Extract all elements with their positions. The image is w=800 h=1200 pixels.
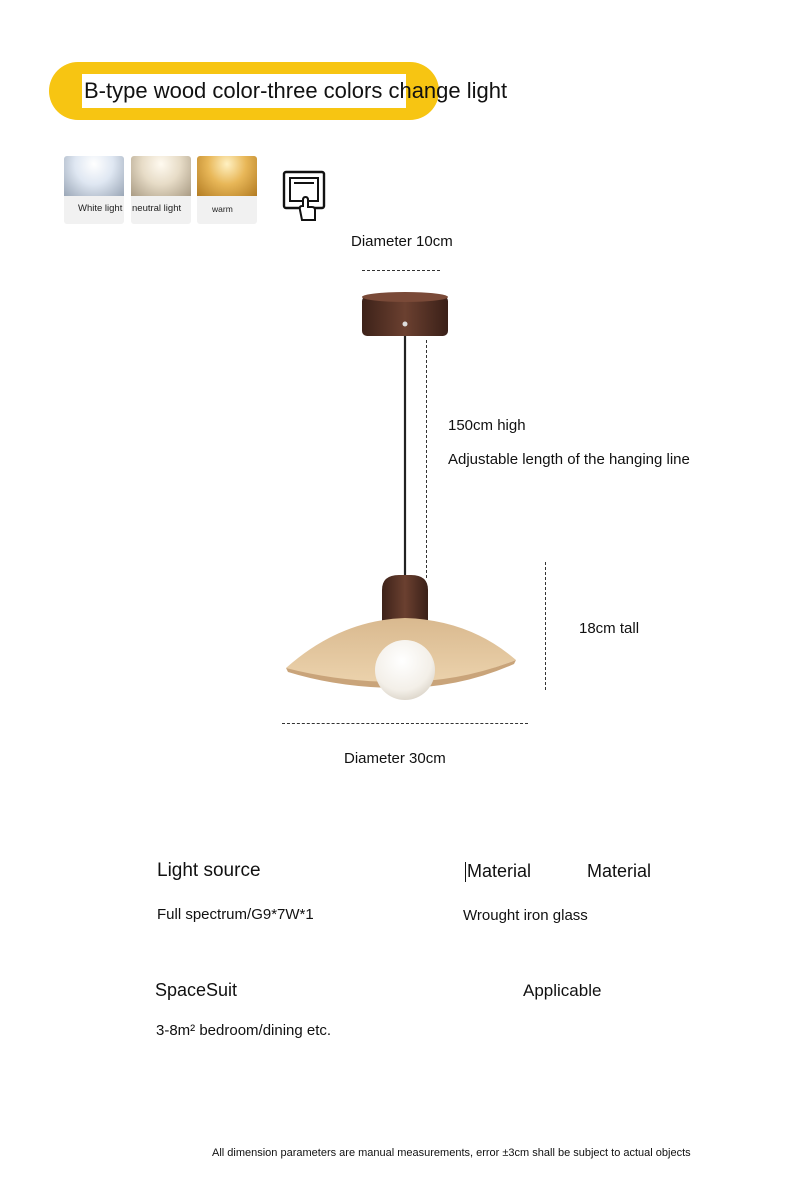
page-title: B-type wood color-three colors change light [84, 78, 508, 103]
cord-dimension-line [426, 340, 427, 578]
swatch-label-white: White light [78, 203, 123, 214]
wall-switch-icon [282, 170, 328, 222]
swatch-label-warm: warm [212, 204, 233, 214]
shade-diameter-label: Diameter 30cm [344, 750, 446, 767]
pendant-lamp-illustration [280, 290, 520, 700]
cord-height-label: 150cm high [448, 417, 526, 434]
spec-material-title: Material [467, 861, 532, 881]
shade-height-label: 18cm tall [579, 620, 640, 637]
spec-space-value: 3-8m² bedroom/dining etc. [156, 1022, 332, 1039]
spec-light-source-title: Light source [157, 860, 261, 881]
canopy-diameter-label: Diameter 10cm [351, 233, 453, 250]
canopy-dimension-line [362, 270, 440, 271]
spec-light-source-value: Full spectrum/G9*7W*1 [157, 906, 314, 923]
shade-diameter-dimension-line [282, 723, 528, 724]
swatch-label-neutral: neutral light [132, 203, 182, 214]
spec-material-title-repeat: Material [587, 861, 652, 881]
footer-note: All dimension parameters are manual measurements, error ±3cm shall be subject to actual objects [212, 1147, 691, 1159]
spec-applicable-title: Applicable [523, 981, 602, 1000]
shade-height-dimension-line [545, 562, 546, 690]
spec-material-value: Wrought iron glass [463, 907, 588, 924]
spec-space-title: SpaceSuit [155, 980, 238, 1000]
cord-adjustable-note: Adjustable length of the hanging line [448, 451, 690, 468]
text-cursor-mark [465, 862, 466, 882]
